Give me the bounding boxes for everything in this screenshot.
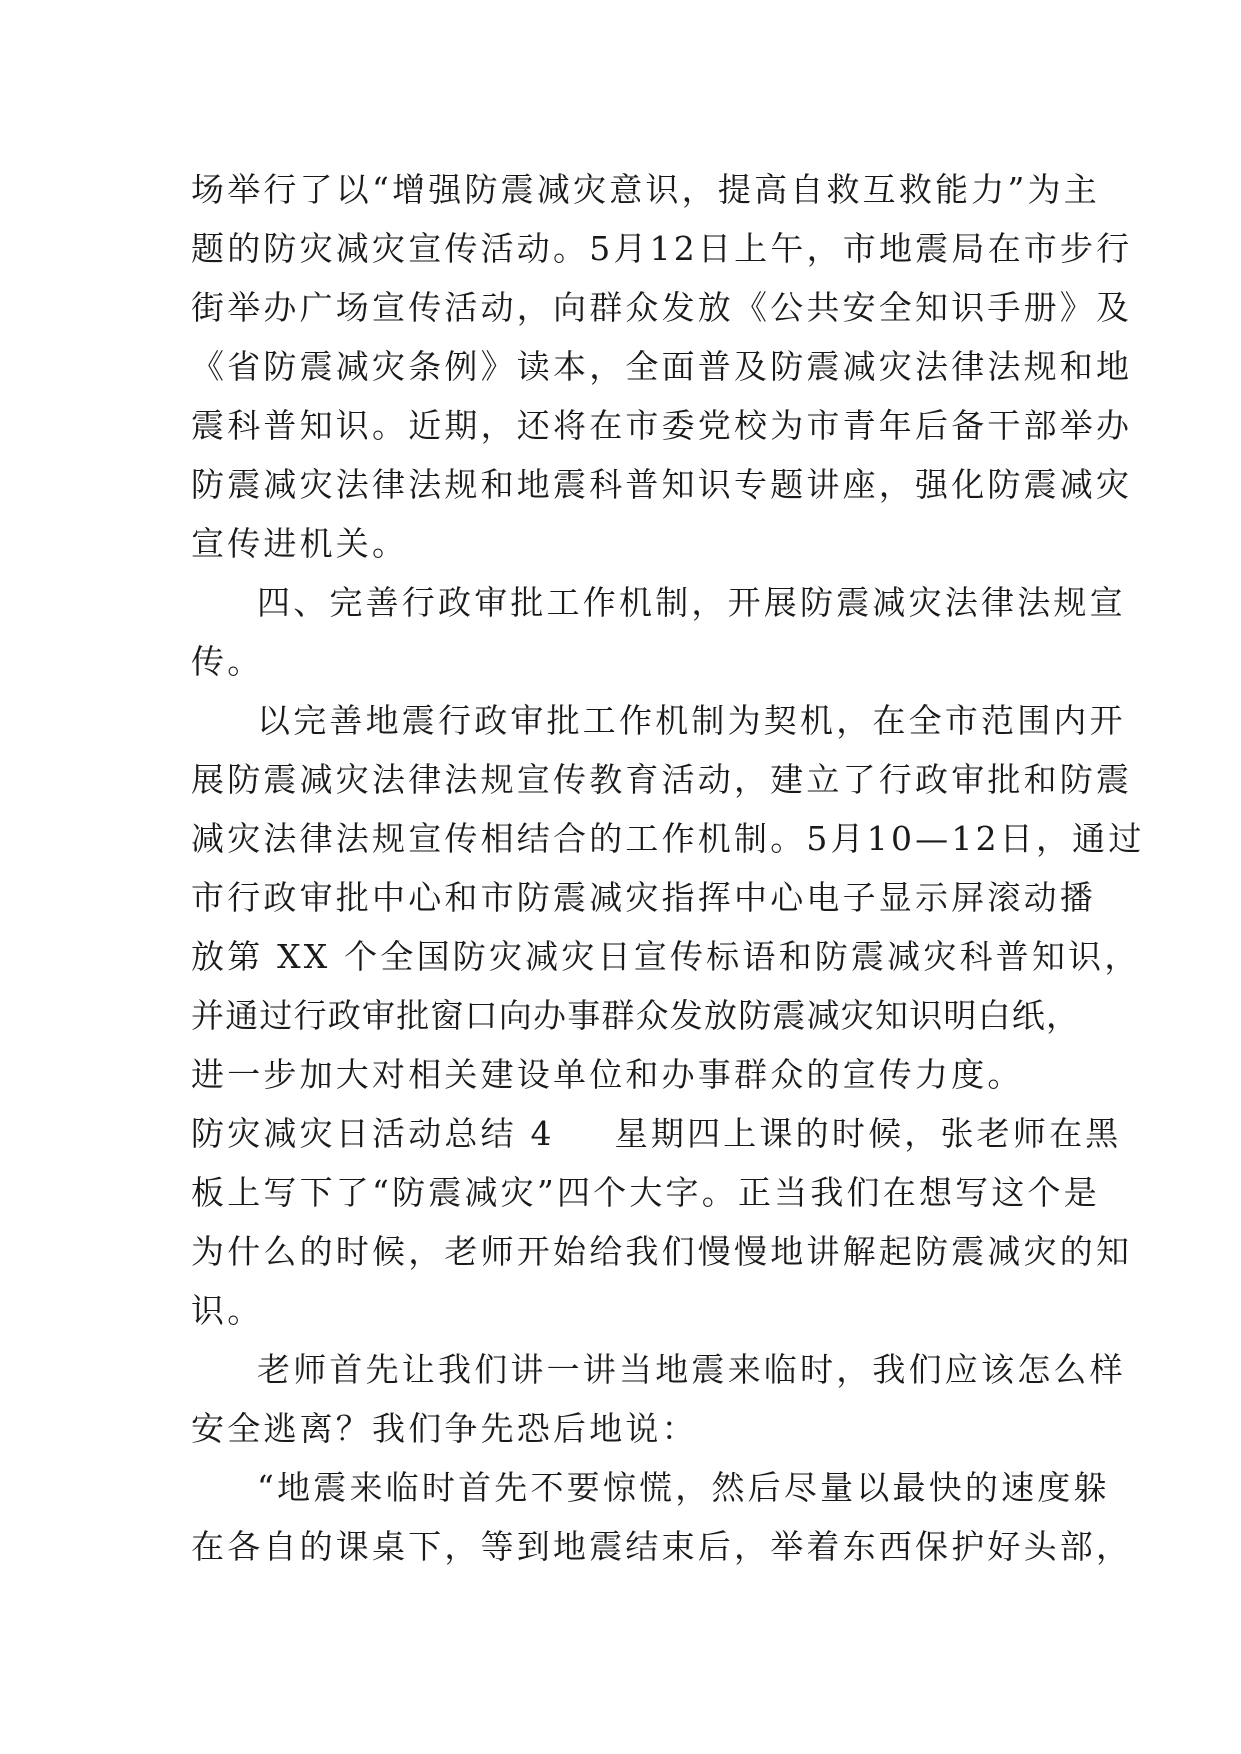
- text-line: 为什么的时候，老师开始给我们慢慢地讲解起防震减灾的知: [191, 1232, 1133, 1271]
- text-line: 防震减灾法律法规和地震科普知识专题讲座，强化防震减灾: [191, 465, 1133, 504]
- paragraph-start: 老师首先让我们讲一讲当地震来临时，我们应该怎么样: [257, 1350, 1126, 1389]
- text-line: 市行政审批中心和市防震减灾指挥中心电子显示屏滚动播: [191, 878, 1096, 917]
- text-line: 放第 XX 个全国防灾减灾日宣传标语和防震减灾科普知识，: [191, 937, 1141, 976]
- text-line: 宣传进机关。: [191, 524, 409, 563]
- text-line: 《省防震减灾条例》读本，全面普及防震减灾法律法规和地: [191, 347, 1133, 386]
- text-line: 街举办广场宣传活动，向群众发放《公共安全知识手册》及: [191, 288, 1133, 327]
- text-line: 题的防灾减灾宣传活动。5月12日上午，市地震局在市步行: [191, 229, 1133, 268]
- paragraph-start: 以完善地震行政审批工作机制为契机，在全市范围内开: [257, 701, 1126, 740]
- text-line: 场举行了以“增强防震减灾意识，提高自救互救能力”为主: [191, 170, 1100, 209]
- text-line: 进一步加大对相关建设单位和办事群众的宣传力度。: [191, 1055, 1024, 1094]
- text-line: 减灾法律法规宣传相结合的工作机制。5月10—12日，通过: [191, 819, 1145, 858]
- document-body: [191, 160, 1145, 1576]
- text-line: 识。: [191, 1291, 264, 1330]
- text-line: 并通过行政审批窗口向办事群众发放防震减灾知识明白纸，: [191, 996, 1081, 1035]
- paragraph-start: “地震来临时首先不要惊慌，然后尽量以最快的速度躲: [257, 1468, 1110, 1507]
- text-line: 板上写下了“防震减灾”四个大字。正当我们在想写这个是: [191, 1173, 1100, 1212]
- text-line: 震科普知识。近期，还将在市委党校为市青年后备干部举办: [191, 406, 1133, 445]
- section-title: 防灾减灾日活动总结 4: [191, 1114, 555, 1153]
- section-first-text: 星期四上课的时候，张老师在黑: [614, 1114, 1122, 1153]
- section-title-line: [191, 1104, 1122, 1163]
- text-line: 传。: [191, 642, 264, 681]
- text-line: 展防震减灾法律法规宣传教育活动，建立了行政审批和防震: [191, 760, 1133, 799]
- text-line: 安全逃离？我们争先恐后地说：: [191, 1409, 698, 1448]
- section-four-heading: 四、完善行政审批工作机制，开展防震减灾法律法规宣: [257, 583, 1126, 622]
- text-line: 在各自的课桌下，等到地震结束后，举着东西保护好头部，: [191, 1527, 1133, 1566]
